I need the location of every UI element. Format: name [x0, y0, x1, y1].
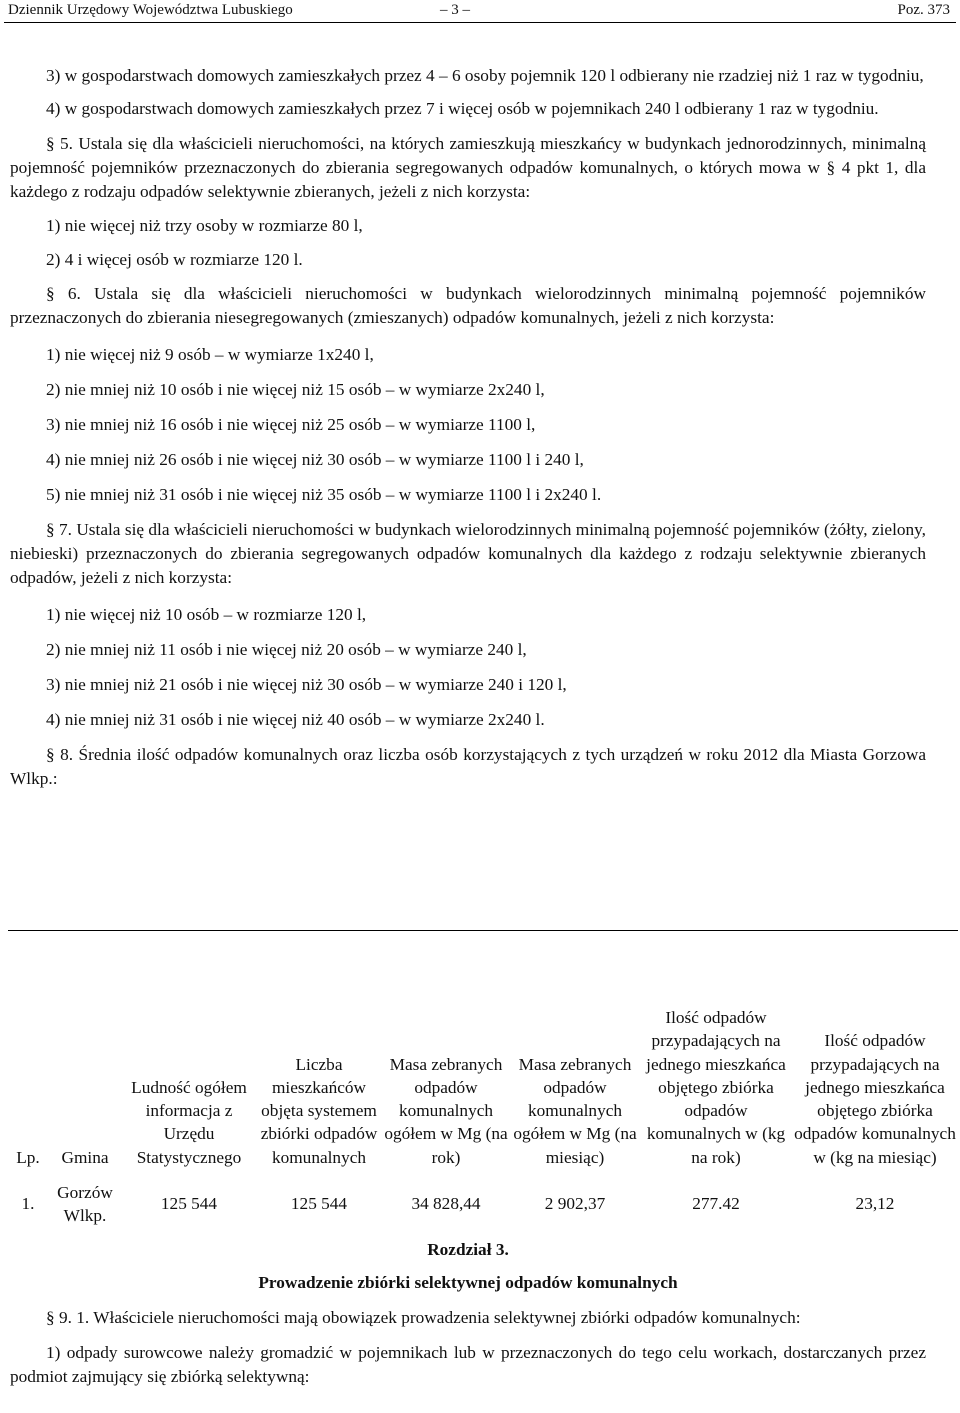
- section-5-item-2: 2) 4 i więcej osób w rozmiarze 120 l.: [46, 250, 303, 269]
- section-9: [10, 1306, 926, 1389]
- section-7-item-4: 4) nie mniej niż 31 osób i nie więcej niż 40 osób – w wymiarze 2x240 l.: [46, 710, 545, 729]
- journal-title: Dziennik Urzędowy Województwa Lubuskiego: [8, 2, 293, 18]
- cell-gmina: Gorzów Wlkp.: [57, 1182, 113, 1225]
- document-body: [10, 64, 926, 791]
- header-lp: Lp.: [8, 931, 48, 1176]
- section-7: § 7. Ustala się dla właścicieli nieruchomości w budynkach wielorodzinnych minimalną pojemność pojemników (żółty, zielony, niebieski) przeznaczonych do zbierania segregowanych odpadów komunalnych dla każdego z rodzaju selektywnie zbieranych odpadów, jeżeli z nich korzysta:: [10, 520, 926, 587]
- page-header: [0, 0, 960, 24]
- header-per-capita-month: Ilość odpadów przypadających na jednego mieszkańca objętego zbiórka odpadów komunalnych w (kg na miesiąc): [792, 931, 958, 1176]
- section-6-item-1: 1) nie więcej niż 9 osób – w wymiarze 1x240 l,: [46, 345, 374, 364]
- header-population: Ludność ogółem informacja z Urzędu Statystycznego: [122, 931, 256, 1176]
- section-5-item-1: 1) nie więcej niż trzy osoby w rozmiarze 80 l,: [46, 216, 363, 235]
- header-gmina: Gmina: [48, 931, 122, 1176]
- chapter-title: Prowadzenie zbiórki selektywnej odpadów komunalnych: [258, 1273, 678, 1292]
- page-number: – 3 –: [440, 2, 470, 18]
- cell-covered-residents: 125 544: [290, 1194, 348, 1214]
- cell-population: 125 544: [160, 1194, 218, 1214]
- paragraph-item-3: 3) w gospodarstwach domowych zamieszkałych przez 4 – 6 osoby pojemnik 120 l odbierany nie rzadziej niż 1 raz w tygodniu,: [46, 66, 924, 85]
- cell-mass-month: 2 902,37: [544, 1194, 606, 1214]
- table-row: [8, 1175, 958, 1233]
- section-6-item-3: 3) nie mniej niż 16 osób i nie więcej niż 25 osób – w wymiarze 1100 l,: [46, 415, 536, 434]
- cell-mass-year: 34 828,44: [411, 1194, 481, 1214]
- chapter-number: Rozdział 3.: [427, 1240, 509, 1259]
- section-9-item-1: 1) odpady surowcowe należy gromadzić w pojemnikach lub w przeznaczonych do tego celu workach, dostarczanych przez podmiot zajmujący się zbiórką selektywną:: [10, 1343, 926, 1386]
- section-7-item-3: 3) nie mniej niż 21 osób i nie więcej niż 30 osób – w wymiarze 240 i 120 l,: [46, 675, 567, 694]
- section-7-item-2: 2) nie mniej niż 11 osób i nie więcej niż 20 osób – w wymiarze 240 l,: [46, 640, 527, 659]
- section-7-item-1: 1) nie więcej niż 10 osób – w rozmiarze 120 l,: [46, 605, 367, 624]
- header-mass-month: Masa zebranych odpadów komunalnych ogółem w Mg (na miesiąc): [510, 931, 640, 1176]
- section-6: § 6. Ustala się dla właścicieli nieruchomości w budynkach wielorodzinnych minimalną pojemność pojemników przeznaczonych do zbierania niesegregowanych (zmieszanych) odpadów komunalnych, jeżeli z nich korzysta:: [10, 284, 926, 327]
- cell-lp: 1.: [21, 1194, 35, 1214]
- paragraph-item-4: 4) w gospodarstwach domowych zamieszkałych przez 7 i więcej osób w pojemnikach 240 l odbierany 1 raz w tygodniu.: [46, 99, 879, 118]
- section-6-item-5: 5) nie mniej niż 31 osób i nie więcej niż 35 osób – w wymiarze 1100 l i 2x240 l.: [46, 485, 602, 504]
- section-5: § 5. Ustala się dla właścicieli nieruchomości, na których zamieszkują mieszkańcy w budynkach jednorodzinnych, minimalną pojemność pojemników przeznaczonych do zbierania segregowanych odpadów komunalnych, o których mowa w § 4 pkt 1, dla każdego z rodzaju odpadów selektywnie zbieranych, jeżeli z nich korzysta:: [10, 134, 926, 201]
- header-mass-year: Masa zebranych odpadów komunalnych ogółem w Mg (na rok): [382, 931, 510, 1176]
- cell-per-capita-month: 23,12: [855, 1194, 895, 1214]
- table-header-row: [8, 931, 958, 1176]
- section-6-item-2: 2) nie mniej niż 10 osób i nie więcej niż 15 osób – w wymiarze 2x240 l,: [46, 380, 545, 399]
- section-9-text: § 9. 1. Właściciele nieruchomości mają obowiązek prowadzenia selektywnej zbiórki odpadów komunalnych:: [46, 1308, 801, 1327]
- cell-per-capita-year: 277.42: [692, 1194, 740, 1214]
- header-per-capita-year: Ilość odpadów przypadających na jednego mieszkańca objętego zbiórka odpadów komunalnych w (kg na rok): [640, 931, 792, 1176]
- position-number: Poz. 373: [897, 2, 950, 18]
- header-covered-residents: Liczba mieszkańców objęta systemem zbiórki odpadów komunalnych: [256, 931, 382, 1176]
- header-rule: [4, 22, 956, 23]
- waste-statistics-table: [8, 930, 958, 1233]
- section-6-item-4: 4) nie mniej niż 26 osób i nie więcej niż 30 osób – w wymiarze 1100 l i 240 l,: [46, 450, 584, 469]
- section-8: § 8. Średnia ilość odpadów komunalnych oraz liczba osób korzystających z tych urządzeń w roku 2012 dla Miasta Gorzowa Wlkp.:: [10, 745, 926, 788]
